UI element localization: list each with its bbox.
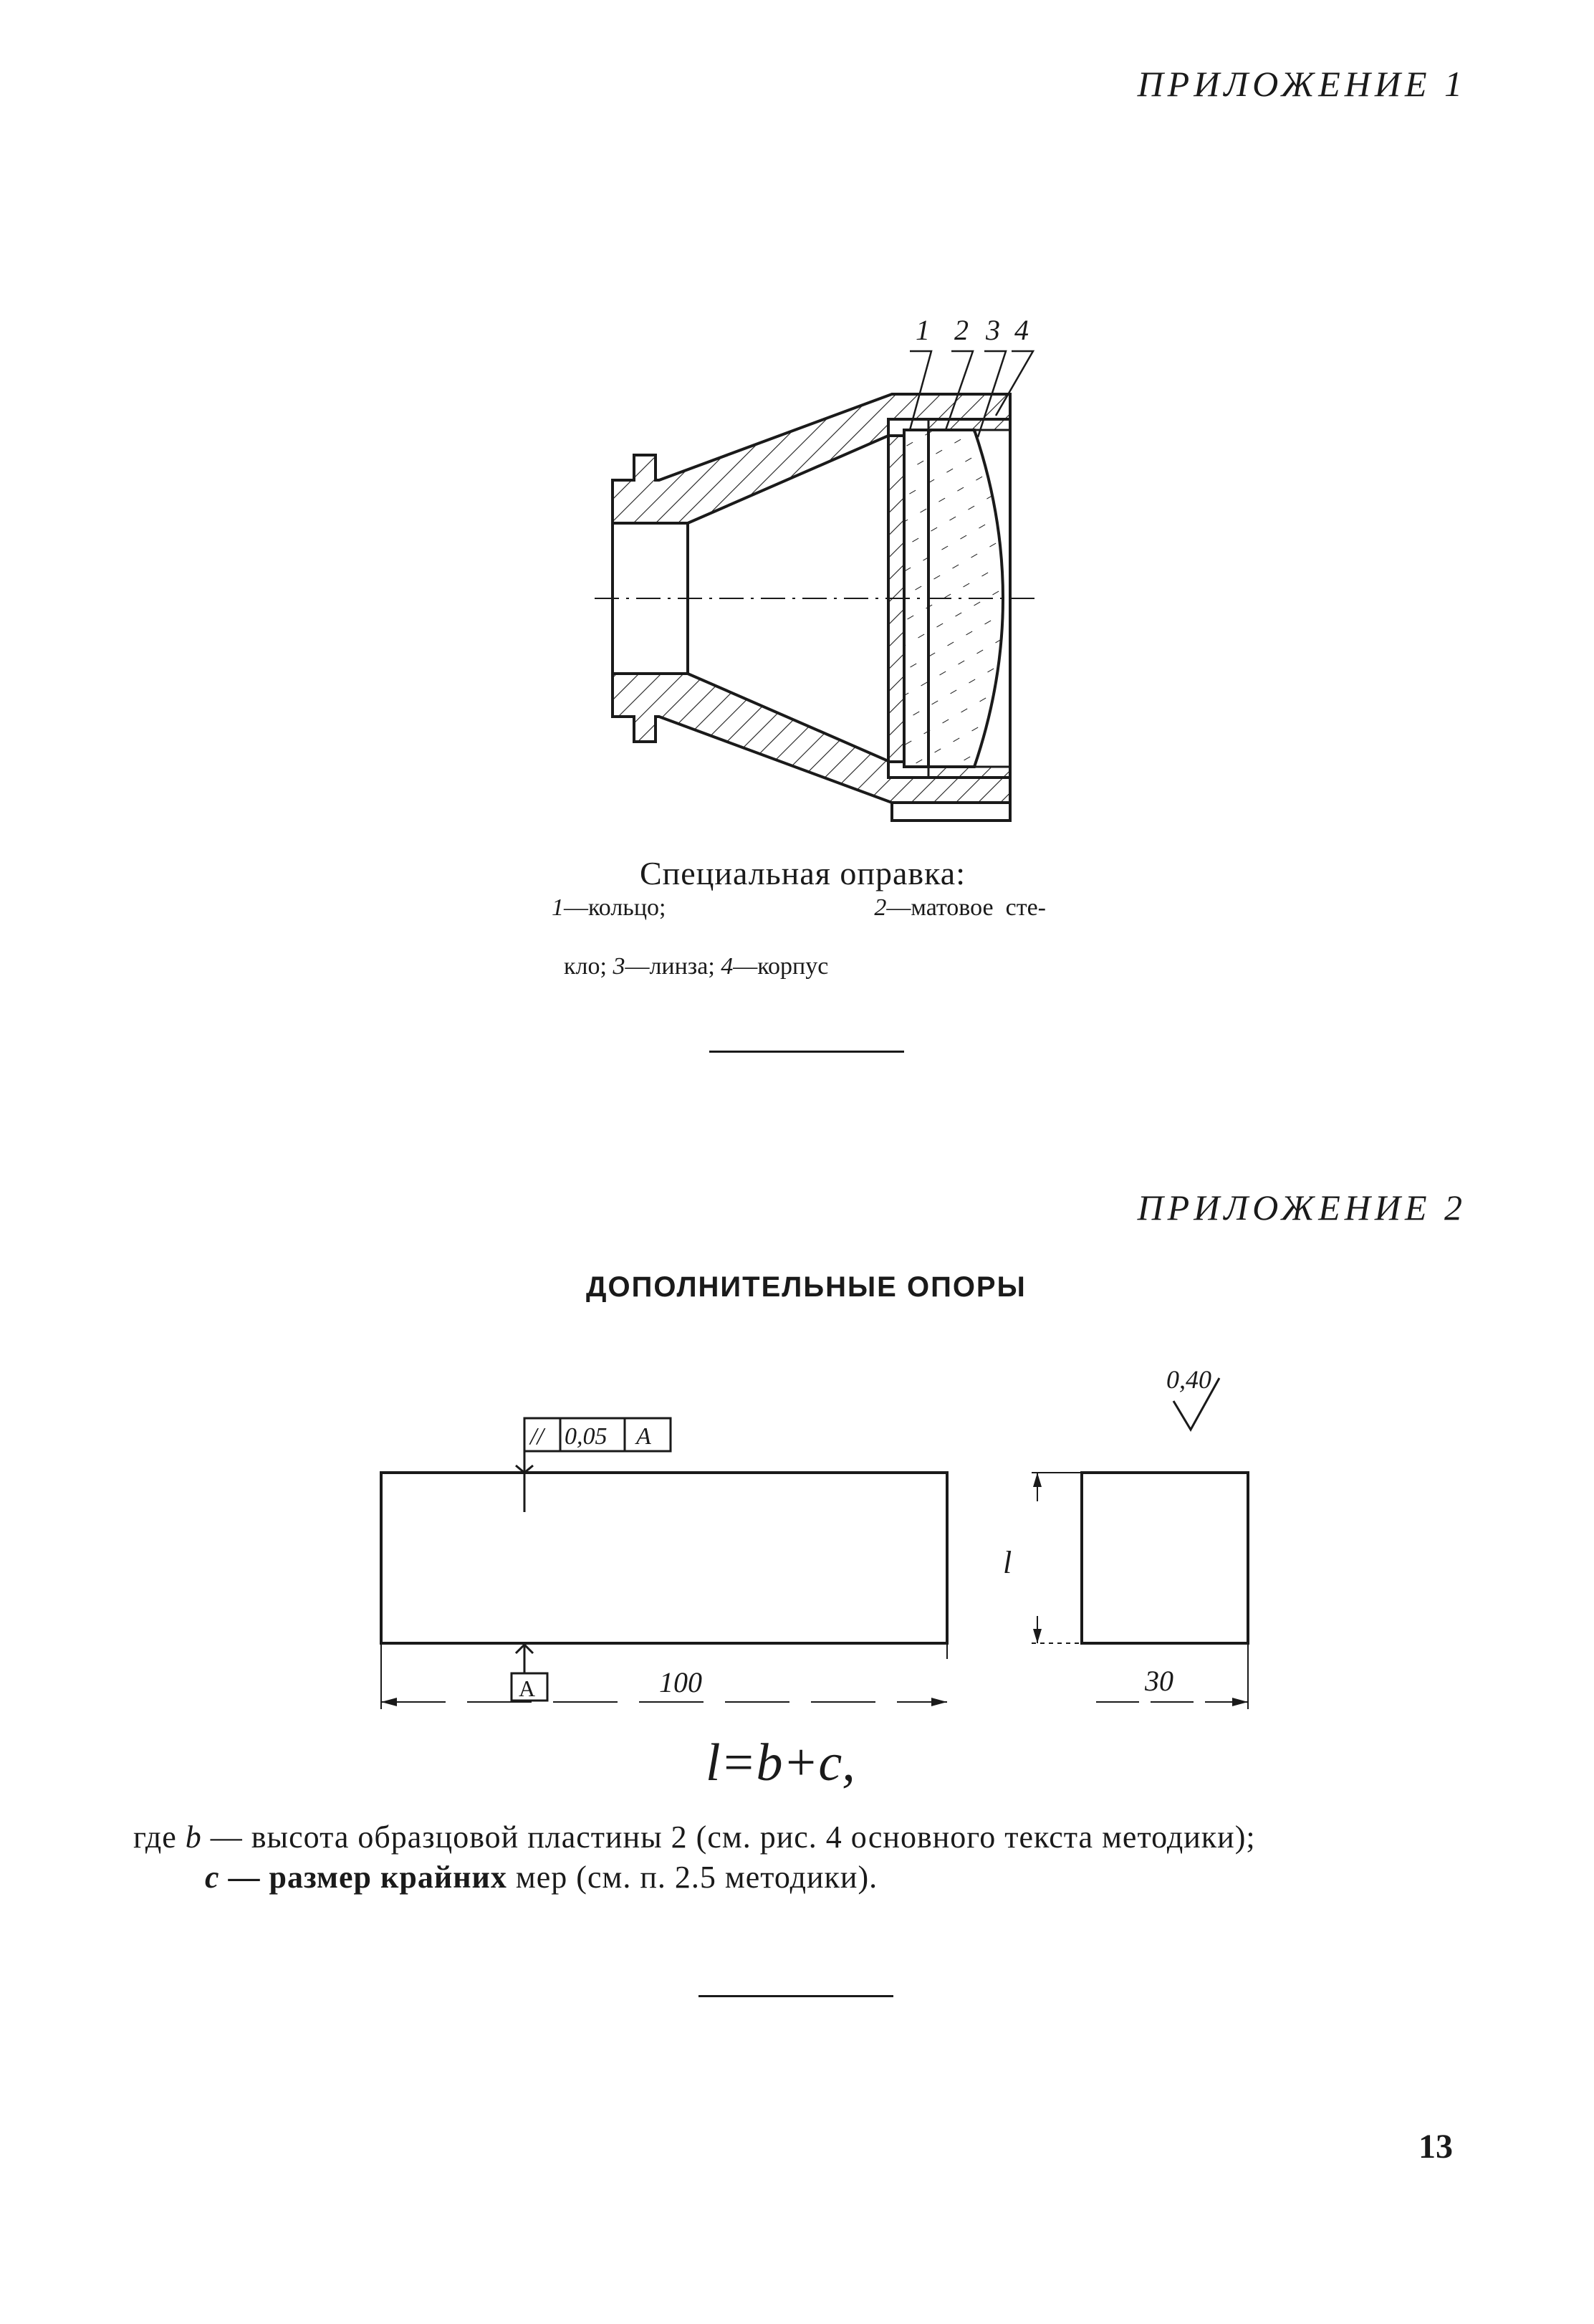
datum-marker <box>512 1643 547 1701</box>
caption-item-ring: 1—кольцо; <box>552 894 666 921</box>
svg-text:l: l <box>1003 1545 1012 1580</box>
dimension-width <box>1096 1643 1248 1709</box>
leader-label-1: 1 <box>916 315 930 346</box>
figure-caption-line2: кло; 3—линза; 4—корпус <box>564 953 829 980</box>
appendix-1-title: ПРИЛОЖЕНИЕ 1 <box>1137 64 1466 104</box>
explanation-line-1: где b — высота образцовой пластины 2 (см. рис. 4 основного текста методики); <box>133 1819 1256 1855</box>
svg-text:A: A <box>636 1423 651 1450</box>
svg-text:0,40: 0,40 <box>1166 1365 1211 1394</box>
figure-caption-line1 <box>552 894 1046 922</box>
section-divider-1 <box>709 1051 904 1053</box>
caption-item-glass: 2—матовое сте- <box>874 894 1046 921</box>
support-front-view <box>381 1473 947 1643</box>
section-divider-2 <box>698 1995 893 1997</box>
dimension-height <box>1003 1473 1082 1643</box>
page-number: 13 <box>1418 2128 1453 2166</box>
leader-label-2: 2 <box>954 315 969 346</box>
appendix-2-title: ПРИЛОЖЕНИЕ 2 <box>1137 1187 1466 1228</box>
explanation-line-2: c — размер крайних мер (см. п. 2.5 методики). <box>205 1860 878 1895</box>
svg-text:0,05: 0,05 <box>565 1423 608 1450</box>
leader-label-4: 4 <box>1014 315 1029 346</box>
special-mount-drawing <box>573 315 1046 846</box>
roughness-symbol <box>1166 1365 1219 1430</box>
dimension-length <box>381 1643 947 1709</box>
formula: l=b+c, <box>706 1734 855 1792</box>
supports-drawing <box>373 1358 1261 1731</box>
tolerance-frame <box>524 1418 671 1451</box>
svg-text:100: 100 <box>659 1666 702 1698</box>
svg-text://: // <box>530 1423 544 1450</box>
support-side-view <box>1082 1473 1248 1643</box>
svg-text:30: 30 <box>1145 1665 1173 1697</box>
leader-label-3: 3 <box>986 315 1000 346</box>
svg-text:A: A <box>519 1675 536 1701</box>
section-heading: ДОПОЛНИТЕЛЬНЫЕ ОПОРЫ <box>586 1271 1027 1303</box>
figure-caption-title: Специальная оправка: <box>640 855 966 891</box>
